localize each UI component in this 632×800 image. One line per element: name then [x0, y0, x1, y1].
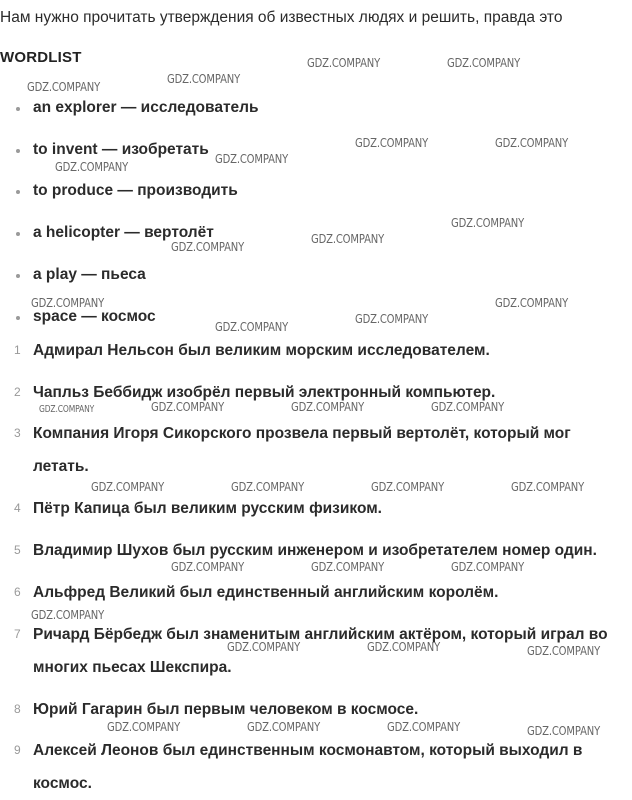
watermark: GDZ.COMPANY [31, 607, 105, 622]
watermark: GDZ.COMPANY [91, 479, 165, 494]
watermark: GDZ.COMPANY [367, 639, 441, 654]
statement-number: 8 [14, 702, 21, 716]
watermark: GDZ.COMPANY [447, 55, 521, 70]
watermark: GDZ.COMPANY [151, 399, 225, 414]
intro-text: Нам нужно прочитать утверждения об известных людях и решить, правда это [0, 9, 563, 26]
statement-number: 5 [14, 543, 21, 557]
watermark: GDZ.COMPANY [307, 55, 381, 70]
watermark: GDZ.COMPANY [171, 559, 245, 574]
watermark: GDZ.COMPANY [495, 295, 569, 310]
watermark: GDZ.COMPANY [39, 404, 95, 415]
watermark: GDZ.COMPANY [355, 135, 429, 150]
statement-number: 1 [14, 343, 21, 357]
watermark: GDZ.COMPANY [431, 399, 505, 414]
statement-number: 4 [14, 501, 21, 515]
watermark: GDZ.COMPANY [527, 723, 601, 738]
bullet-icon [16, 274, 20, 278]
watermark: GDZ.COMPANY [27, 79, 101, 94]
bullet-icon [16, 149, 20, 153]
watermark: GDZ.COMPANY [215, 319, 289, 334]
watermark: GDZ.COMPANY [527, 643, 601, 658]
watermark: GDZ.COMPANY [107, 719, 181, 734]
watermark: GDZ.COMPANY [247, 719, 321, 734]
statement-text: Юрий Гагарин был первым человеком в космосе. [33, 701, 419, 718]
statement-number: 9 [14, 743, 21, 757]
watermark: GDZ.COMPANY [31, 295, 105, 310]
watermark: GDZ.COMPANY [291, 399, 365, 414]
bullet-icon [16, 232, 20, 236]
statement-text: Альфред Великий был единственный английским королём. [33, 584, 499, 601]
watermark: GDZ.COMPANY [451, 215, 525, 230]
statement-text: Пётр Капица был великим русским физиком. [33, 500, 382, 517]
bullet-icon [16, 190, 20, 194]
watermark: GDZ.COMPANY [55, 159, 129, 174]
watermark: GDZ.COMPANY [171, 239, 245, 254]
bullet-icon [16, 107, 20, 111]
statement-number: 6 [14, 585, 21, 599]
watermark: GDZ.COMPANY [167, 71, 241, 86]
wordlist-item: a helicopter — вертолёт [33, 224, 214, 242]
wordlist-heading: WORDLIST [0, 49, 82, 66]
watermark: GDZ.COMPANY [451, 559, 525, 574]
watermark: GDZ.COMPANY [371, 479, 445, 494]
statement-text: Владимир Шухов был русским инженером и изобретателем номер один. [33, 542, 597, 559]
watermark: GDZ.COMPANY [227, 639, 301, 654]
watermark: GDZ.COMPANY [387, 719, 461, 734]
statement-number: 2 [14, 385, 21, 399]
wordlist-item: an explorer — исследователь [33, 99, 259, 117]
statement-text: Алексей Леонов был единственным космонавтом, который выходил в космос. [33, 742, 583, 792]
statement-text: Ричард Бёрбедж был знаменитым английским актёром, который играл во многих пьесах Шекспира. [33, 626, 608, 676]
wordlist-item: to invent — изобретать [33, 141, 209, 159]
wordlist-item: to produce — производить [33, 182, 238, 200]
wordlist-item: a play — пьеса [33, 266, 146, 284]
bullet-icon [16, 316, 20, 320]
watermark: GDZ.COMPANY [215, 151, 289, 166]
statement-text: Компания Игоря Сикорского прозвела первый вертолёт, который мог летать. [33, 425, 571, 475]
watermark: GDZ.COMPANY [311, 231, 385, 246]
statement-number: 3 [14, 426, 21, 440]
statement-text: Чапльз Беббидж изобрёл первый электронный компьютер. [33, 384, 496, 401]
statement-number: 7 [14, 627, 21, 641]
statement-text: Адмирал Нельсон был великим морским исследователем. [33, 342, 490, 359]
watermark: GDZ.COMPANY [355, 311, 429, 326]
wordlist-item: space — космос [33, 308, 156, 326]
watermark: GDZ.COMPANY [495, 135, 569, 150]
watermark: GDZ.COMPANY [511, 479, 585, 494]
watermark: GDZ.COMPANY [231, 479, 305, 494]
watermark: GDZ.COMPANY [311, 559, 385, 574]
